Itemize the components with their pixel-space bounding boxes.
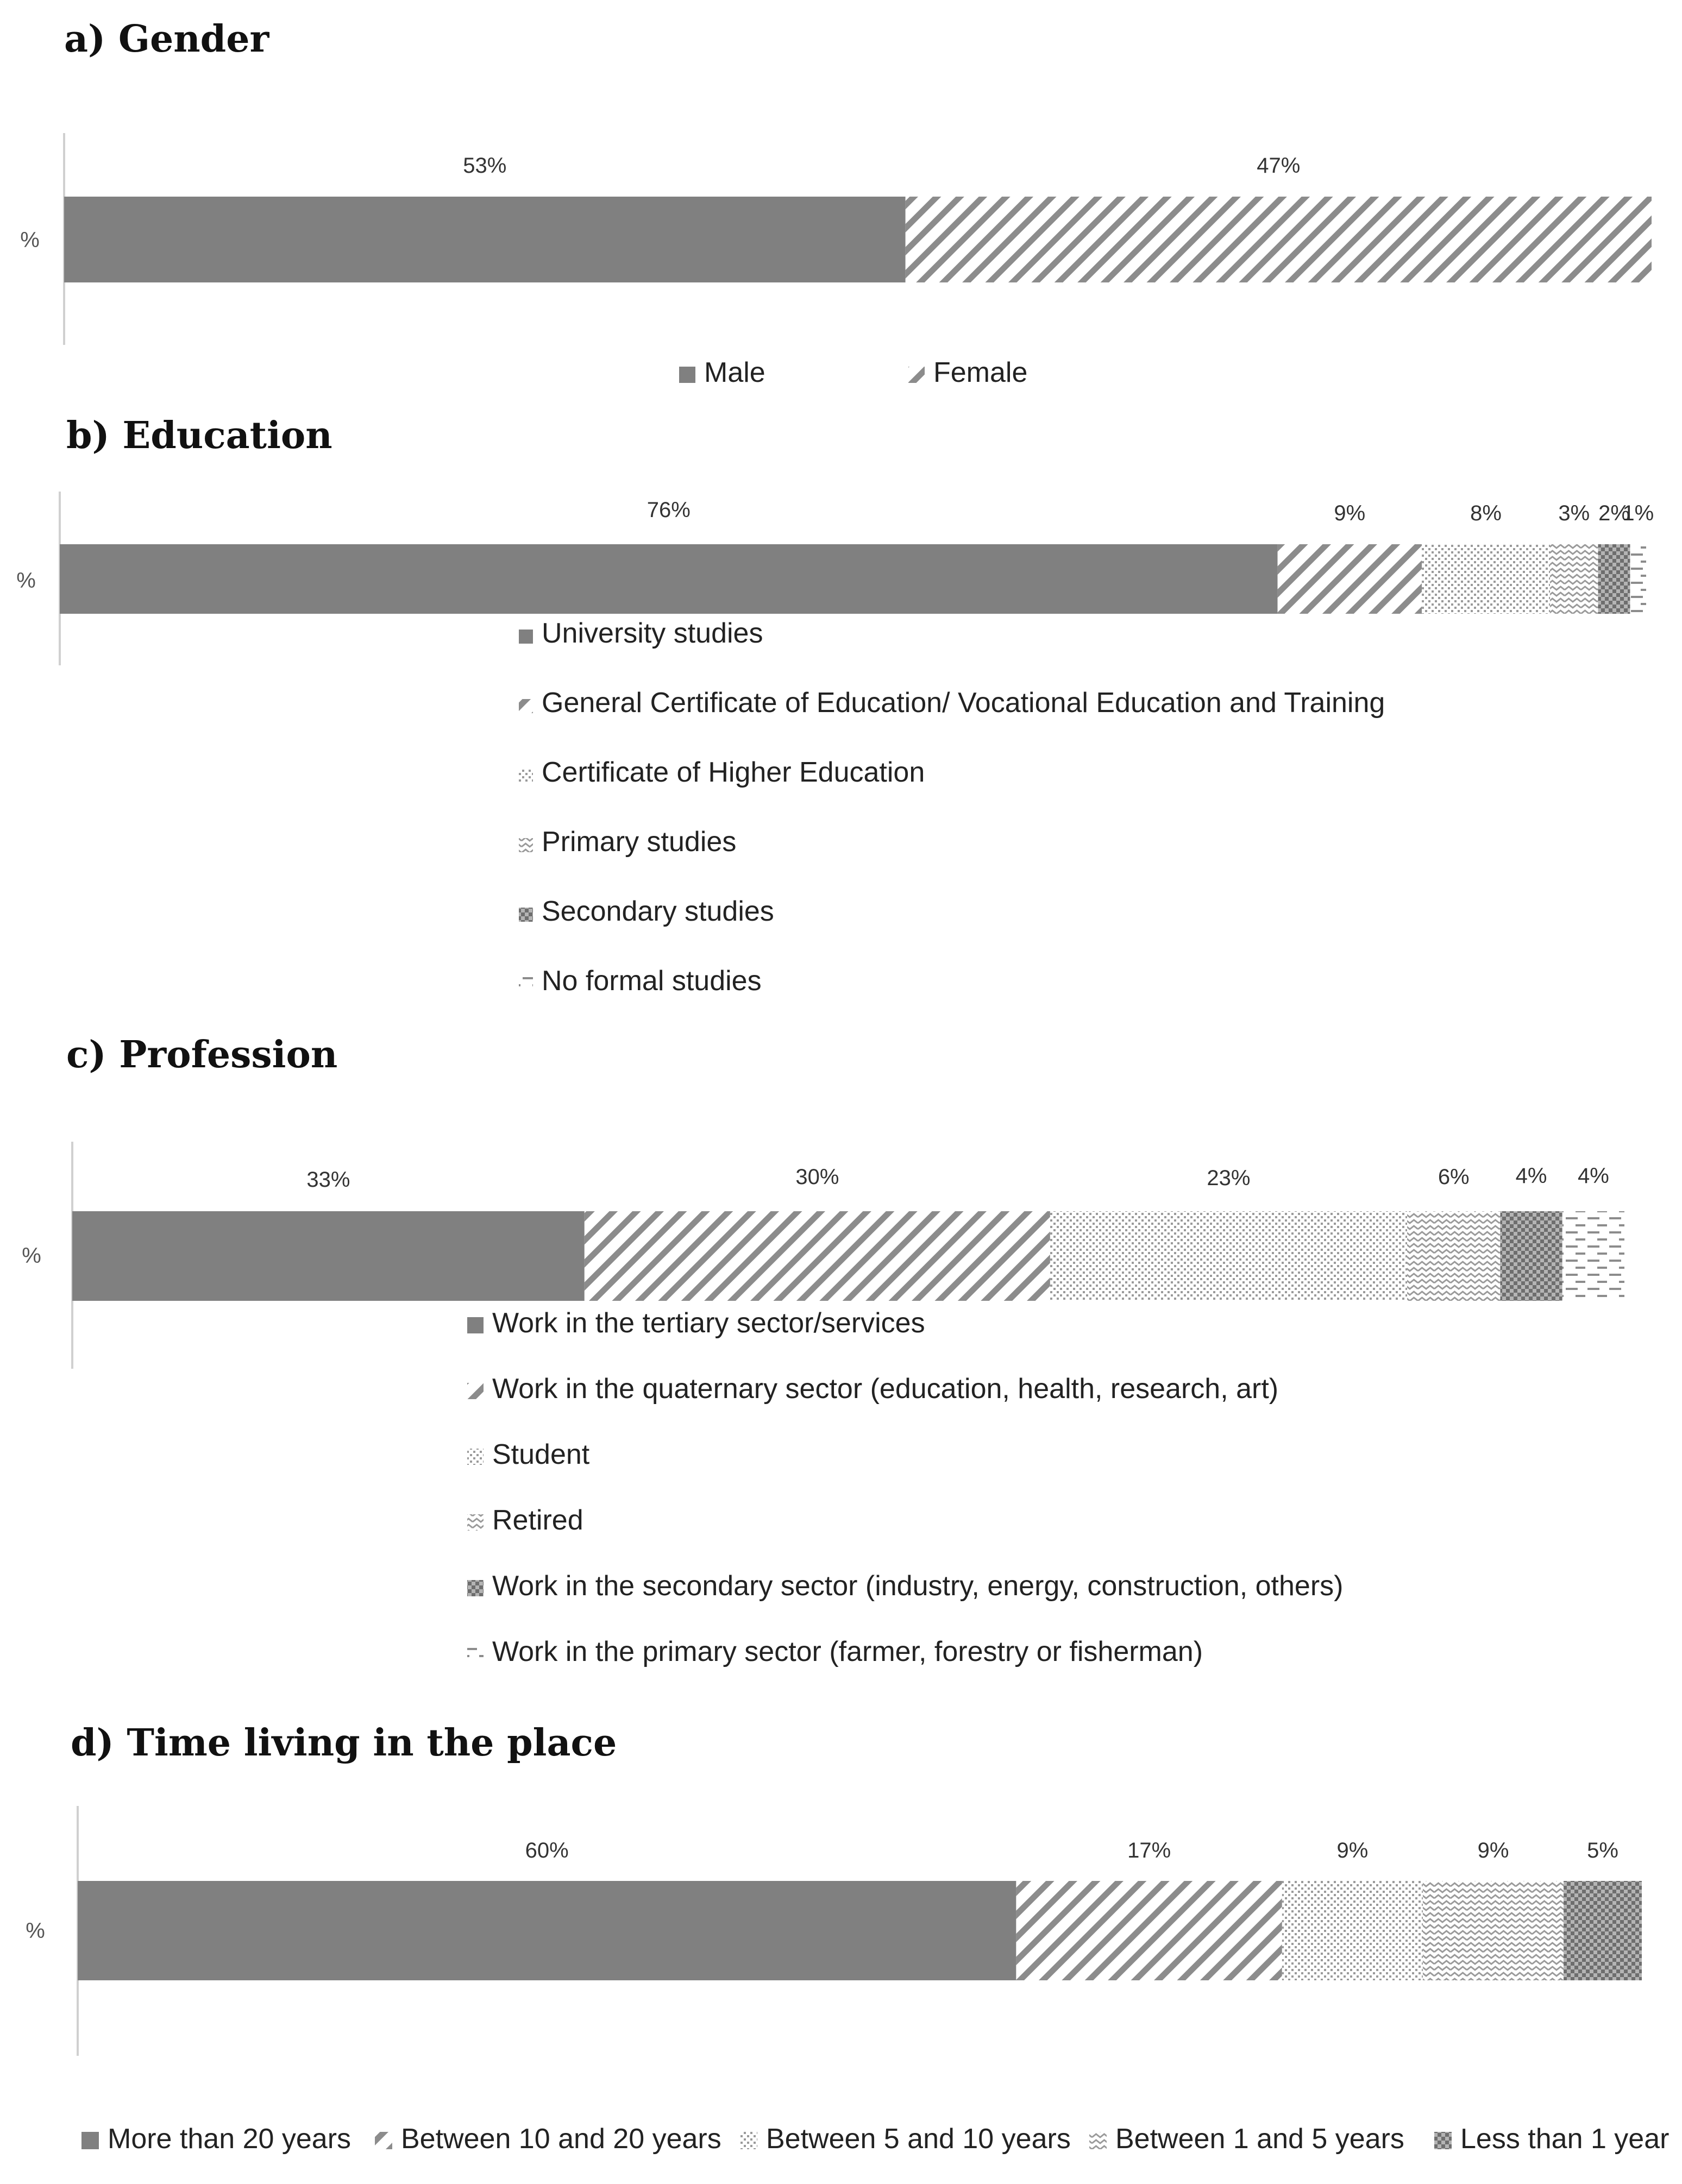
value-label: 23% <box>1207 1166 1251 1190</box>
bar-segment <box>1550 544 1598 614</box>
legend-label: Certificate of Higher Education <box>542 757 925 788</box>
value-label: 53% <box>463 154 507 178</box>
category-label: % <box>16 569 36 593</box>
bar-segment <box>72 1211 585 1301</box>
bar-segment <box>1423 1881 1564 1980</box>
legend-swatch <box>519 977 533 991</box>
value-label: 60% <box>525 1839 569 1862</box>
value-label: 9% <box>1477 1839 1509 1862</box>
value-label: 4% <box>1577 1164 1609 1188</box>
panel-1 <box>20 17 1652 388</box>
legend-label: Secondary studies <box>542 896 774 927</box>
value-label: 1% <box>1622 501 1654 525</box>
legend-label: No formal studies <box>542 965 762 997</box>
bar-segment <box>60 544 1278 614</box>
bar-segment <box>1564 1881 1642 1980</box>
legend-label: Between 5 and 10 years <box>766 2123 1071 2155</box>
legend-swatch <box>519 908 533 922</box>
legend-label: Between 10 and 20 years <box>401 2123 721 2155</box>
panel-title: b) Education <box>66 414 332 457</box>
panel-title: c) Profession <box>66 1033 338 1077</box>
legend-swatch <box>1434 2132 1452 2149</box>
bar-segment <box>906 197 1652 282</box>
category-label: % <box>26 1919 45 1943</box>
bar-segment <box>1598 544 1630 614</box>
value-label: 3% <box>1558 501 1590 525</box>
legend-label: Male <box>704 357 765 388</box>
legend-swatch <box>908 367 925 383</box>
bar-segment <box>1422 544 1550 614</box>
panel-title: a) Gender <box>64 17 269 61</box>
legend-label: General Certificate of Education/ Vocational Education and Training <box>542 687 1385 719</box>
value-label: 9% <box>1336 1839 1369 1862</box>
legend-swatch <box>467 1449 484 1465</box>
panel-2 <box>16 414 1654 997</box>
legend-label: Work in the quaternary sector (education, health, research, art) <box>492 1373 1279 1405</box>
legend-swatch <box>519 838 533 852</box>
bar-segment <box>1050 1211 1407 1301</box>
value-label: 2% <box>1598 501 1630 525</box>
panel-4 <box>26 1721 1669 2155</box>
legend-label: Work in the tertiary sector/services <box>492 1307 925 1339</box>
bar-segment <box>1278 544 1422 614</box>
category-label: % <box>22 1244 41 1268</box>
bar-segment <box>1016 1881 1282 1980</box>
bar-segment <box>1407 1211 1500 1301</box>
legend-swatch <box>519 630 533 644</box>
legend-swatch <box>519 769 533 783</box>
value-label: 6% <box>1438 1165 1470 1189</box>
bar-segment <box>1562 1211 1624 1301</box>
legend-swatch <box>81 2132 99 2149</box>
legend-label: University studies <box>542 618 763 649</box>
bar-segment <box>1500 1211 1562 1301</box>
legend-label: Female <box>933 357 1028 388</box>
legend-swatch <box>467 1646 484 1662</box>
legend-swatch <box>679 367 695 383</box>
legend-label: Retired <box>492 1505 583 1536</box>
legend-swatch <box>467 1580 484 1596</box>
value-label: 9% <box>1334 501 1366 525</box>
legend-swatch <box>375 2132 392 2149</box>
value-label: 30% <box>795 1165 839 1189</box>
legend-swatch <box>467 1383 484 1399</box>
value-label: 4% <box>1515 1164 1547 1188</box>
value-label: 17% <box>1127 1839 1171 1862</box>
value-label: 5% <box>1587 1839 1618 1862</box>
legend-label: Student <box>492 1439 590 1470</box>
value-label: 76% <box>647 498 691 522</box>
legend-label: Work in the primary sector (farmer, forestry or fisherman) <box>492 1636 1203 1667</box>
bar-segment <box>1630 544 1646 614</box>
value-label: 47% <box>1257 154 1301 178</box>
bar-segment <box>585 1211 1050 1301</box>
legend-swatch <box>1089 2132 1107 2149</box>
value-label: 8% <box>1470 501 1502 525</box>
legend-swatch <box>519 699 533 713</box>
panel-title: d) Time living in the place <box>71 1721 617 1765</box>
value-label: 33% <box>306 1168 350 1192</box>
panel-3 <box>22 1033 1624 1667</box>
legend-label: Work in the secondary sector (industry, energy, construction, others) <box>492 1570 1344 1602</box>
bar-segment <box>1282 1881 1423 1980</box>
legend-label: Primary studies <box>542 826 737 858</box>
legend-label: More than 20 years <box>108 2123 352 2155</box>
legend-swatch <box>740 2132 757 2149</box>
bar-segment <box>64 197 906 282</box>
legend-swatch <box>467 1514 484 1531</box>
legend-label: Less than 1 year <box>1460 2123 1670 2155</box>
legend-swatch <box>467 1317 484 1333</box>
bar-segment <box>78 1881 1016 1980</box>
legend-label: Between 1 and 5 years <box>1115 2123 1404 2155</box>
category-label: % <box>20 228 40 252</box>
